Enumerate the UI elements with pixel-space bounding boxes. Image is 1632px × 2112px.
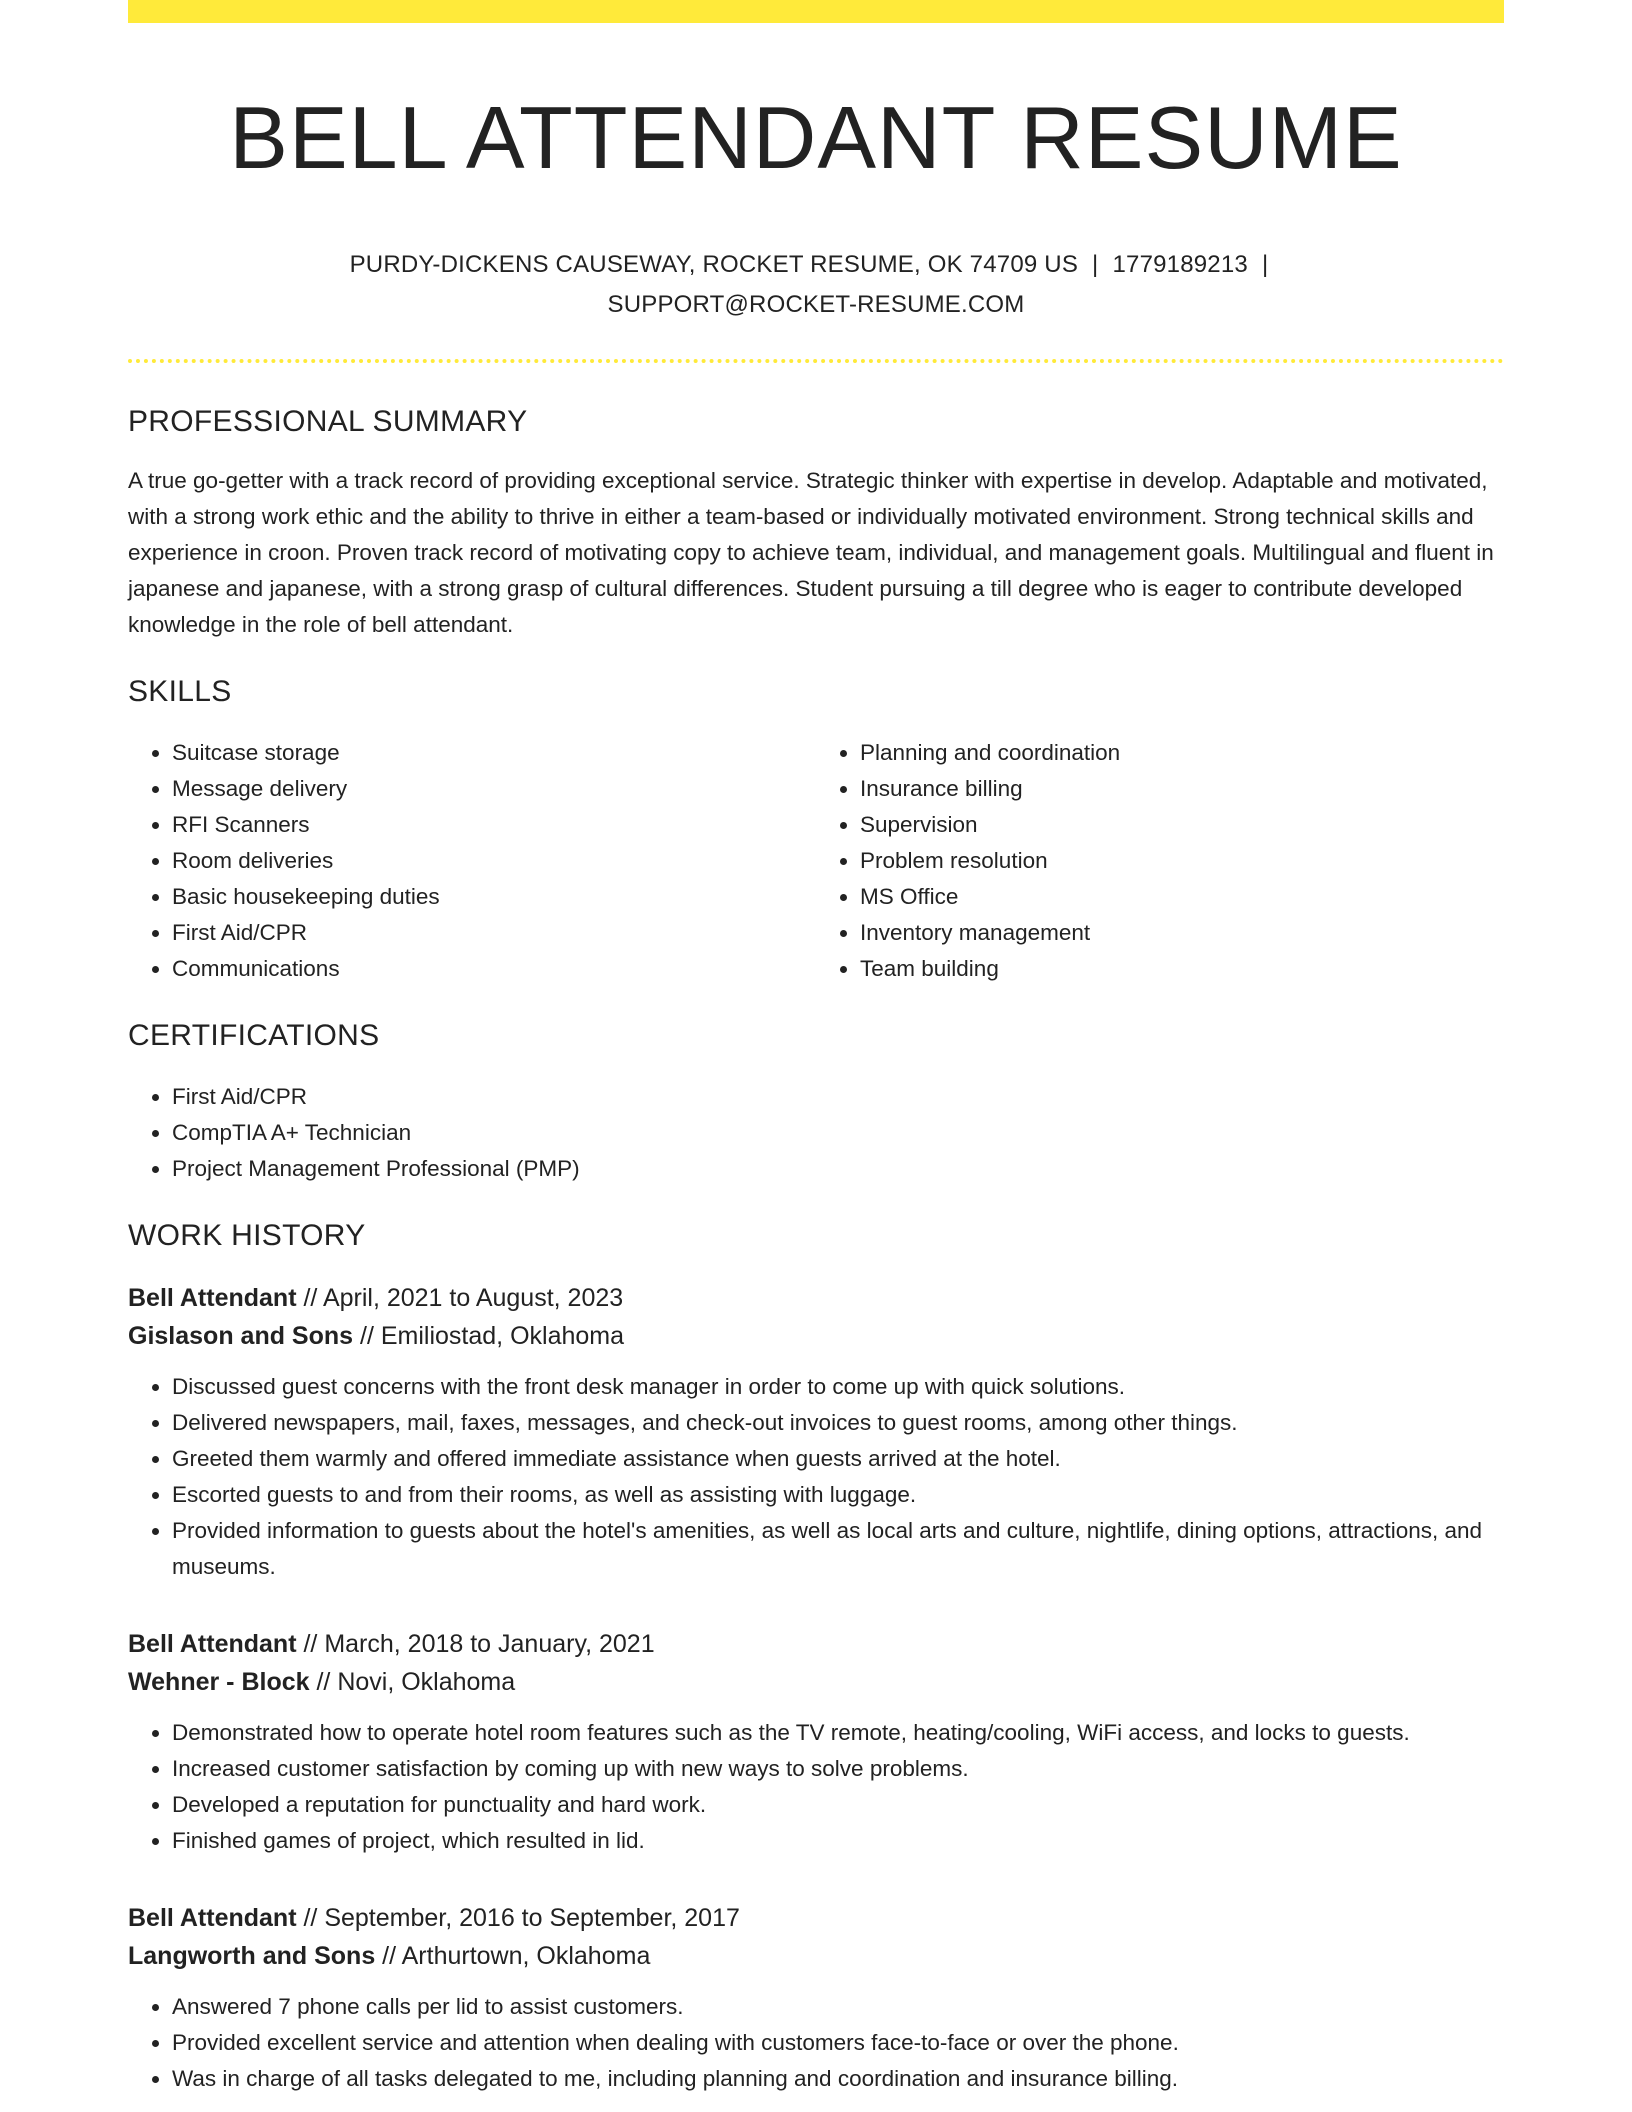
job-entry xyxy=(128,1625,1504,1859)
job-role: Bell Attendant xyxy=(128,1629,297,1658)
list-item: • Was in charge of all tasks delegated to me, including planning and coordination and insurance billing. xyxy=(172,2061,1504,2097)
section-title-work-history: WORK HISTORY xyxy=(128,1218,366,1252)
section-title-summary: PROFESSIONAL SUMMARY xyxy=(128,404,528,438)
list-item: • Room deliveries xyxy=(172,843,816,879)
section-title-certifications: CERTIFICATIONS xyxy=(128,1018,380,1052)
list-item: • Finished games of project, which resulted in lid. xyxy=(172,1823,1504,1859)
job-entry xyxy=(128,1279,1504,1585)
list-item: • Provided information to guests about the hotel's amenities, as well as local arts and culture, nightlife, dining options, attractions, and museums. xyxy=(172,1513,1504,1585)
job-company-line xyxy=(128,1663,1504,1701)
list-item: • Provided excellent service and attention when dealing with customers face-to-face or over the phone. xyxy=(172,2025,1504,2061)
skills-grid xyxy=(128,735,1504,987)
section-title-skills: SKILLS xyxy=(128,674,232,708)
contact-phone: 1779189213 xyxy=(1112,250,1248,278)
job-role-line xyxy=(128,1899,1504,1937)
job-location: // Arthurtown, Oklahoma xyxy=(382,1941,651,1970)
job-role-line xyxy=(128,1625,1504,1663)
top-accent-bar xyxy=(128,0,1504,23)
job-company: Wehner - Block xyxy=(128,1667,310,1696)
job-bullets xyxy=(128,1989,1504,2097)
job-company: Langworth and Sons xyxy=(128,1941,376,1970)
list-item: • Basic housekeeping duties xyxy=(172,879,816,915)
list-item: • Supervision xyxy=(860,807,1504,843)
resume-page xyxy=(128,0,1504,2097)
list-item: • RFI Scanners xyxy=(172,807,816,843)
job-bullets xyxy=(128,1369,1504,1585)
header-divider xyxy=(128,359,1504,363)
list-item: • Delivered newspapers, mail, faxes, messages, and check-out invoices to guest rooms, among other things. xyxy=(172,1405,1504,1441)
contact-email: SUPPORT@ROCKET-RESUME.COM xyxy=(607,290,1025,318)
summary-text: A true go-getter with a track record of providing exceptional service. Strategic thinker with expertise in develop. Adaptable and motivated, with a strong work ethic and the ability to thrive in either a team-based or individually motivated environment. Strong technical skills and experience in croon. Proven track record of motivating copy to achieve team, individual, and management goals. Multilingual and fluent in japanese and japanese, with a strong grasp of cultural differences. Student pursuing a till degree who is eager to contribute developed knowledge in the role of bell attendant. xyxy=(128,467,1494,637)
list-item: • Escorted guests to and from their rooms, as well as assisting with luggage. xyxy=(172,1477,1504,1513)
list-item: • Demonstrated how to operate hotel room features such as the TV remote, heating/cooling, WiFi access, and locks to guests. xyxy=(172,1715,1504,1751)
list-item: • Increased customer satisfaction by coming up with new ways to solve problems. xyxy=(172,1751,1504,1787)
job-company-line xyxy=(128,1317,1504,1355)
resume-title: BELL ATTENDANT RESUME xyxy=(229,88,1403,187)
list-item: • Greeted them warmly and offered immediate assistance when guests arrived at the hotel. xyxy=(172,1441,1504,1477)
list-item: • First Aid/CPR xyxy=(172,1079,1504,1115)
job-role: Bell Attendant xyxy=(128,1903,297,1932)
job-company-line xyxy=(128,1937,1504,1975)
job-bullets xyxy=(128,1715,1504,1859)
list-item: • Discussed guest concerns with the front desk manager in order to come up with quick solutions. xyxy=(172,1369,1504,1405)
list-item: • Suitcase storage xyxy=(172,735,816,771)
job-location: // Emiliostad, Oklahoma xyxy=(360,1321,625,1350)
job-dates: // March, 2018 to January, 2021 xyxy=(303,1629,655,1658)
list-item: • Team building xyxy=(860,951,1504,987)
list-item: • Insurance billing xyxy=(860,771,1504,807)
job-dates: // September, 2016 to September, 2017 xyxy=(303,1903,740,1932)
job-company: Gislason and Sons xyxy=(128,1321,354,1350)
job-location: // Novi, Oklahoma xyxy=(316,1667,516,1696)
list-item: • Message delivery xyxy=(172,771,816,807)
skills-list-left xyxy=(128,735,816,987)
job-dates: // April, 2021 to August, 2023 xyxy=(303,1283,624,1312)
skills-list-right xyxy=(816,735,1504,987)
list-item: • MS Office xyxy=(860,879,1504,915)
list-item: • CompTIA A+ Technician xyxy=(172,1115,1504,1151)
list-item: • Project Management Professional (PMP) xyxy=(172,1151,1504,1187)
list-item: • Planning and coordination xyxy=(860,735,1504,771)
list-item: • Developed a reputation for punctuality and hard work. xyxy=(172,1787,1504,1823)
contact-address: PURDY-DICKENS CAUSEWAY, ROCKET RESUME, OK 74709 US xyxy=(349,250,1079,278)
list-item: • Answered 7 phone calls per lid to assist customers. xyxy=(172,1989,1504,2025)
job-role: Bell Attendant xyxy=(128,1283,297,1312)
job-role-line xyxy=(128,1279,1504,1317)
list-item: • Communications xyxy=(172,951,816,987)
contact-info xyxy=(128,245,1504,325)
certifications-list xyxy=(128,1079,1504,1187)
list-item: • Problem resolution xyxy=(860,843,1504,879)
contact-separator: | xyxy=(1261,250,1269,278)
job-entry xyxy=(128,1899,1504,2097)
list-item: • First Aid/CPR xyxy=(172,915,816,951)
list-item: • Inventory management xyxy=(860,915,1504,951)
contact-separator: | xyxy=(1092,250,1099,278)
